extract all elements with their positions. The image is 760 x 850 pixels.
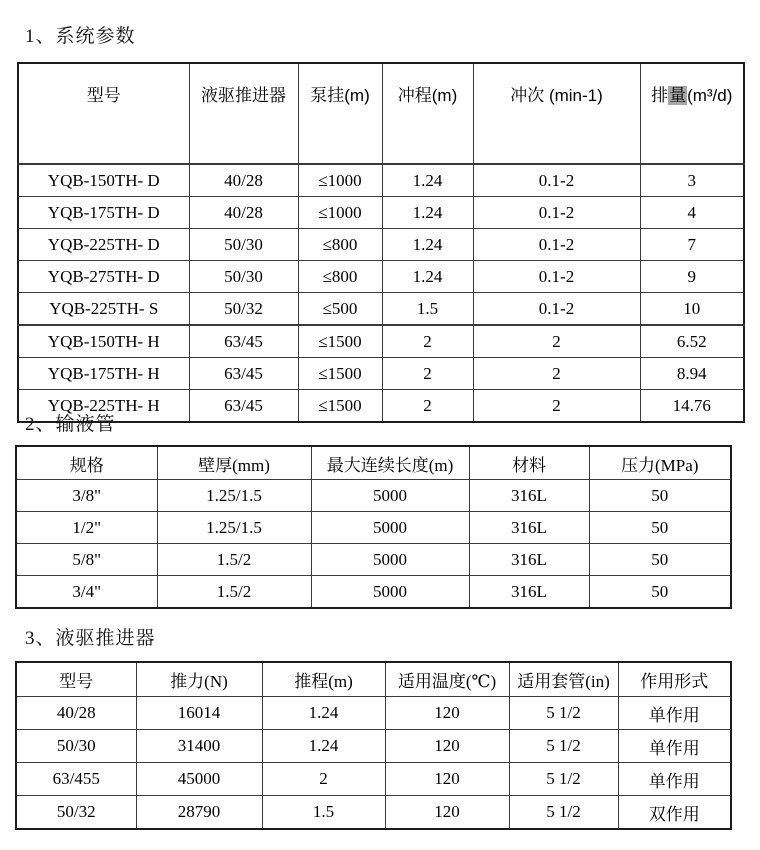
cell: 63/45 [189, 358, 298, 390]
cell: 2 [262, 763, 385, 796]
cell: ≤800 [298, 229, 382, 261]
cell: YQB-225TH- D [18, 229, 189, 261]
hydraulic-thruster-table [15, 661, 732, 830]
cell: 50/32 [16, 796, 136, 830]
cell: 1.24 [382, 164, 473, 197]
cell: 0.1-2 [473, 261, 640, 293]
header-material: 材料 [469, 446, 589, 480]
table-row [16, 512, 731, 544]
cell: 120 [385, 796, 509, 830]
cell: 3/8" [16, 480, 157, 512]
cell: YQB-275TH- D [18, 261, 189, 293]
cell: 50/30 [189, 261, 298, 293]
cell: 31400 [136, 730, 262, 763]
cell: 2 [473, 358, 640, 390]
cell: 28790 [136, 796, 262, 830]
header-thrust: 推力(N) [136, 662, 262, 697]
cell: 1.24 [382, 261, 473, 293]
cell: 双作用 [618, 796, 731, 830]
cell: 120 [385, 763, 509, 796]
cell: 5 1/2 [509, 796, 618, 830]
header-row [18, 63, 744, 164]
cell: ≤1500 [298, 358, 382, 390]
cell: 50 [589, 480, 731, 512]
header-push-stroke: 推程(m) [262, 662, 385, 697]
cell: 1.5 [382, 293, 473, 326]
cell: 2 [382, 358, 473, 390]
cell: 单作用 [618, 763, 731, 796]
cell: 1.25/1.5 [157, 480, 311, 512]
cell: 9 [640, 261, 744, 293]
cell: 6.52 [640, 325, 744, 358]
cell: 16014 [136, 697, 262, 730]
cell: YQB-225TH- H [18, 390, 189, 423]
cell: 5000 [311, 480, 469, 512]
cell: 2 [473, 390, 640, 423]
table-row [18, 390, 744, 423]
header-pump-depth: 泵挂(m) [298, 63, 382, 164]
cell: 5 1/2 [509, 763, 618, 796]
cell: 50 [589, 576, 731, 609]
cell: 4 [640, 197, 744, 229]
cell: ≤800 [298, 261, 382, 293]
transfer-tube-table [15, 445, 732, 609]
header-model: 型号 [16, 662, 136, 697]
table-row [18, 164, 744, 197]
cell: 3 [640, 164, 744, 197]
cell: 3/4" [16, 576, 157, 609]
cell: 2 [382, 325, 473, 358]
cell: 8.94 [640, 358, 744, 390]
cell: 5000 [311, 544, 469, 576]
cell: ≤1000 [298, 164, 382, 197]
cell: 0.1-2 [473, 229, 640, 261]
cell: 1/2" [16, 512, 157, 544]
cell: 单作用 [618, 697, 731, 730]
cell: YQB-175TH- D [18, 197, 189, 229]
cell: 316L [469, 576, 589, 609]
table-row [16, 480, 731, 512]
section-2-title: 2、输液管 [25, 414, 116, 435]
header-action-type: 作用形式 [618, 662, 731, 697]
cell: 2 [382, 390, 473, 423]
cell: 1.24 [382, 197, 473, 229]
cell: 50/32 [189, 293, 298, 326]
system-params-table [17, 62, 745, 423]
header-wall-thickness: 壁厚(mm) [157, 446, 311, 480]
cell: ≤1500 [298, 390, 382, 423]
cell: 50 [589, 544, 731, 576]
table-row [16, 697, 731, 730]
cell: 1.24 [262, 730, 385, 763]
table-row [18, 229, 744, 261]
header-spec: 规格 [16, 446, 157, 480]
header-temperature: 适用温度(℃) [385, 662, 509, 697]
table-row [16, 796, 731, 830]
cell: ≤1000 [298, 197, 382, 229]
cell: 1.5/2 [157, 576, 311, 609]
header-stroke-rate: 冲次 (min-1) [473, 63, 640, 164]
header-displacement-pre: 排 [651, 86, 669, 105]
cell: 5000 [311, 576, 469, 609]
header-row [16, 446, 731, 480]
header-max-length: 最大连续长度(m) [311, 446, 469, 480]
cell: 316L [469, 544, 589, 576]
section-3-title: 3、液驱推进器 [25, 628, 156, 649]
cell: 316L [469, 512, 589, 544]
header-displacement [640, 63, 744, 164]
cell: 50/30 [189, 229, 298, 261]
cell: 0.1-2 [473, 197, 640, 229]
header-thruster: 液驱推进器 [189, 63, 298, 164]
cell: 2 [473, 325, 640, 358]
header-casing: 适用套管(in) [509, 662, 618, 697]
cell: 0.1-2 [473, 164, 640, 197]
cell: 1.5/2 [157, 544, 311, 576]
cell: 120 [385, 730, 509, 763]
cell: 0.1-2 [473, 293, 640, 326]
cell: 1.24 [382, 229, 473, 261]
cell: 63/45 [189, 390, 298, 423]
cell: 5 1/2 [509, 730, 618, 763]
cell: 316L [469, 480, 589, 512]
cell: 63/45 [189, 325, 298, 358]
cell: YQB-225TH- S [18, 293, 189, 326]
cell: YQB-150TH- H [18, 325, 189, 358]
cell: 40/28 [16, 697, 136, 730]
cell: 63/455 [16, 763, 136, 796]
header-row [16, 662, 731, 697]
table-row [16, 576, 731, 609]
cell: YQB-150TH- D [18, 164, 189, 197]
cell: YQB-175TH- H [18, 358, 189, 390]
cell: 10 [640, 293, 744, 326]
table-row [18, 293, 744, 326]
cell: 50/30 [16, 730, 136, 763]
table-row [16, 544, 731, 576]
cell: 14.76 [640, 390, 744, 423]
table-row [18, 325, 744, 358]
cell: ≤500 [298, 293, 382, 326]
section-1-title: 1、系统参数 [25, 26, 136, 47]
cell: 7 [640, 229, 744, 261]
header-model: 型号 [18, 63, 189, 164]
cell: 40/28 [189, 164, 298, 197]
cell: 1.5 [262, 796, 385, 830]
table-row [16, 730, 731, 763]
table-row [18, 358, 744, 390]
cell: 45000 [136, 763, 262, 796]
cell: 40/28 [189, 197, 298, 229]
table-row [16, 763, 731, 796]
cell: 50 [589, 512, 731, 544]
table-row [18, 261, 744, 293]
header-stroke-length: 冲程(m) [382, 63, 473, 164]
header-pressure: 压力(MPa) [589, 446, 731, 480]
cell: 单作用 [618, 730, 731, 763]
cell: 1.25/1.5 [157, 512, 311, 544]
highlighted-char: 量 [669, 86, 687, 105]
cell: 5 1/2 [509, 697, 618, 730]
table-row [18, 197, 744, 229]
cell: 5/8" [16, 544, 157, 576]
cell: ≤1500 [298, 325, 382, 358]
cell: 5000 [311, 512, 469, 544]
cell: 120 [385, 697, 509, 730]
header-displacement-unit: (m³/d) [687, 86, 733, 105]
cell: 1.24 [262, 697, 385, 730]
